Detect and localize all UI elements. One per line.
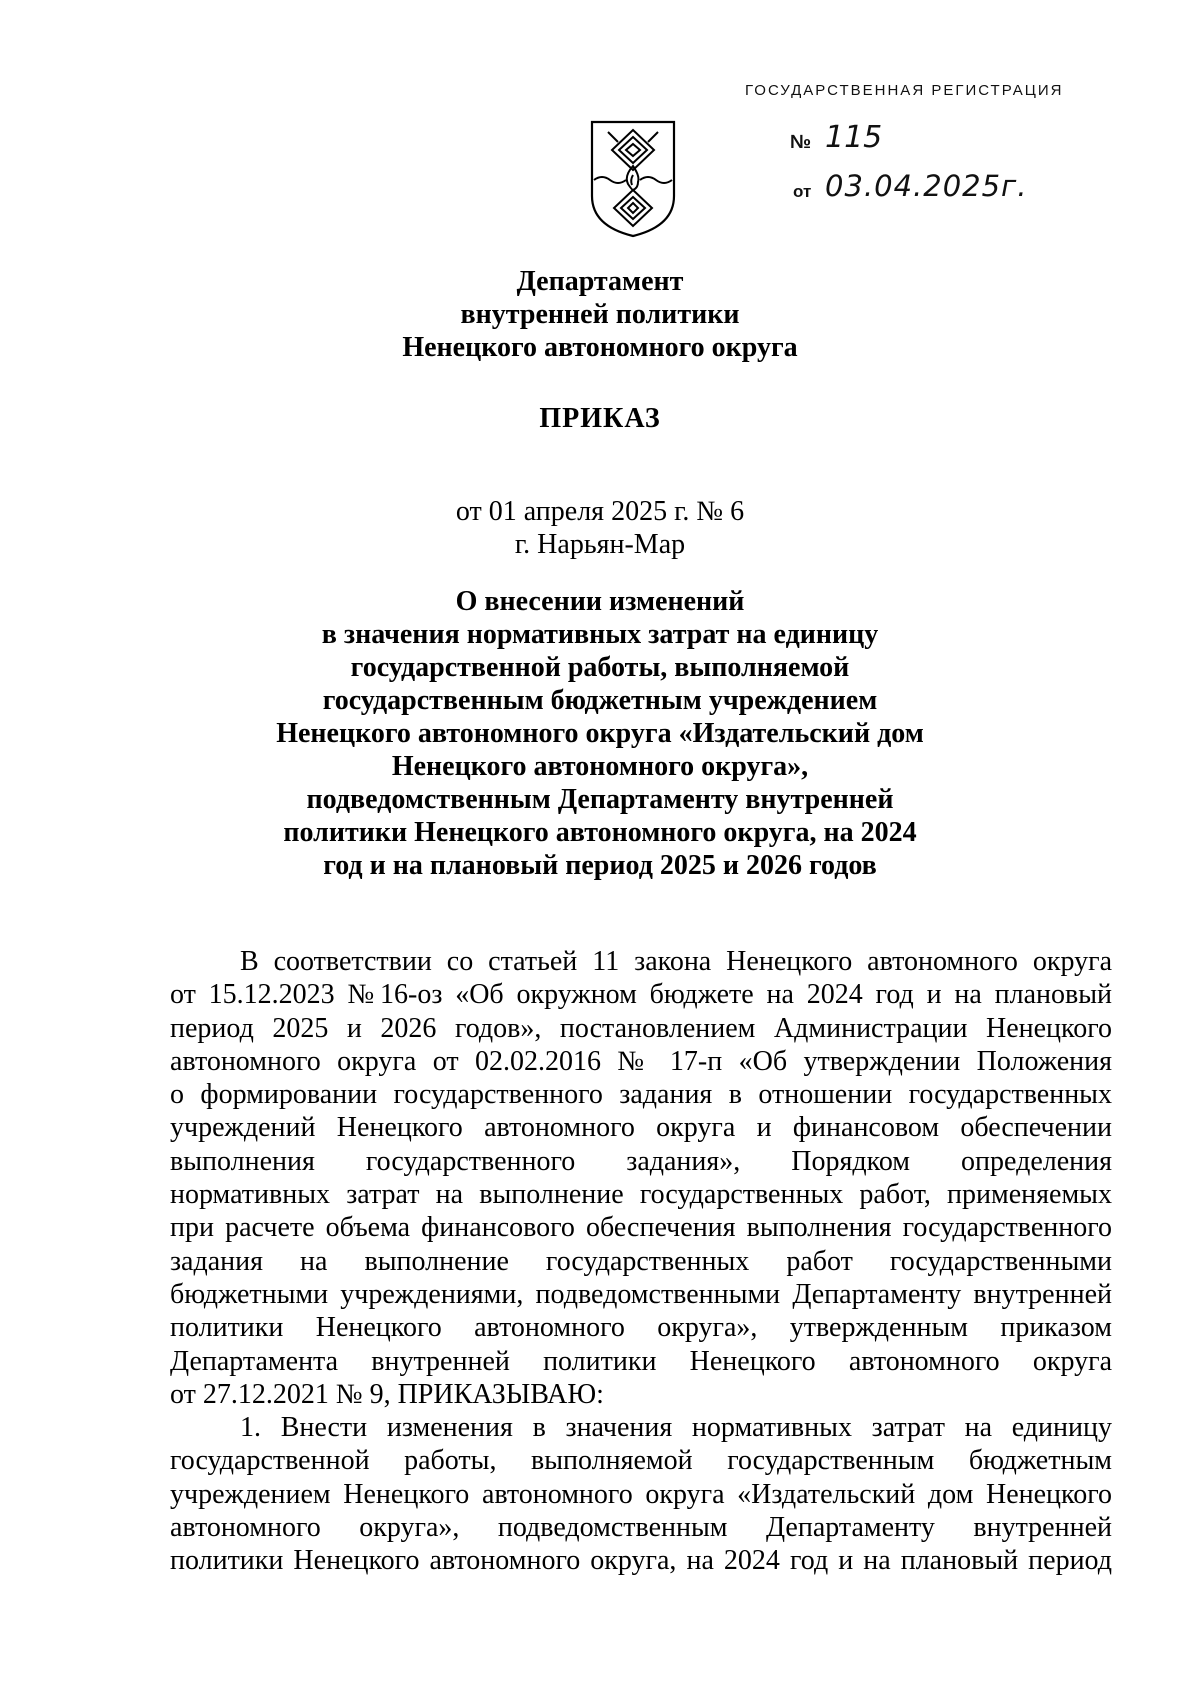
- subject-line: государственным бюджетным учреждением: [322, 685, 878, 716]
- department-line: внутренней политики: [460, 299, 740, 330]
- order-meta: [0, 495, 1200, 561]
- text-line: В соответствии со статьей 11 закона Ненецкого автономного округа: [240, 946, 1112, 977]
- text-line: 1. Внести изменения в значения нормативных затрат на единицу: [240, 1412, 1112, 1444]
- text-line: учреждений Ненецкого автономного округа и финансовом обеспечении: [170, 1112, 1112, 1144]
- order-body: [170, 945, 1112, 1578]
- text-line: учреждением Ненецкого автономного округа «Издательский дом Ненецкого: [170, 1478, 1112, 1510]
- stamp-date-handwritten: 03.04.2025г.: [825, 169, 1028, 203]
- subject-line: политики Ненецкого автономного округа, на 2024: [283, 817, 917, 848]
- order-city: г. Нарьян-Мар: [514, 529, 686, 560]
- order-subject: [0, 585, 1200, 882]
- subject-line: в значения нормативных затрат на единицу: [321, 619, 879, 650]
- subject-line: подведомственным Департаменту внутренней: [306, 784, 894, 815]
- text-line: бюджетными учреждениями, подведомственными Департаменту внутренней: [170, 1278, 1112, 1310]
- subject-line: Ненецкого автономного округа»,: [391, 751, 809, 782]
- subject-line: год и на плановый период 2025 и 2026 годов: [323, 850, 877, 881]
- text-line: выполнения государственного задания», Порядком определения: [170, 1145, 1112, 1177]
- text-line: автономного округа», подведомственным Департаменту внутренней: [170, 1512, 1112, 1544]
- text-line: задания на выполнение государственных работ государственными: [170, 1245, 1112, 1277]
- text-line: автономного округа от 02.02.2016 № 17-п «Об утверждении Положения: [170, 1045, 1112, 1077]
- text-line: Департамента внутренней политики Ненецкого автономного округа: [170, 1345, 1112, 1377]
- text-line: от 27.12.2021 № 9, ПРИКАЗЫВАЮ:: [170, 1378, 604, 1410]
- subject-line: О внесении изменений: [455, 586, 745, 617]
- text-line: о формировании государственного задания в отношении государственных: [170, 1079, 1112, 1111]
- department-line: Ненецкого автономного округа: [402, 332, 798, 363]
- department-header: [0, 265, 1200, 364]
- subject-line: государственной работы, выполняемой: [350, 652, 850, 683]
- text-line: при расчете объема финансового обеспечения выполнения государственного: [170, 1212, 1112, 1244]
- order-title: ПРИКАЗ: [539, 403, 661, 434]
- subject-line: Ненецкого автономного округа «Издательский дом: [276, 718, 924, 749]
- department-line: Департамент: [516, 266, 684, 297]
- text-line: государственной работы, выполняемой государственным бюджетным: [170, 1445, 1112, 1477]
- text-line: от 15.12.2023 №16-оз «Об окружном бюджете на 2024 год и на плановый: [170, 979, 1112, 1011]
- text-line: период 2025 и 2026 годов», постановлением Администрации Ненецкого: [170, 1012, 1112, 1044]
- stamp-number-label: №: [790, 132, 812, 153]
- order-date: от 01 апреля 2025 г. № 6: [455, 496, 745, 527]
- text-line: политики Ненецкого автономного округа, на 2024 год и на плановый период: [170, 1545, 1112, 1577]
- coat-of-arms-icon: [588, 118, 678, 240]
- text-line: нормативных затрат на выполнение государственных работ, применяемых: [170, 1179, 1112, 1211]
- stamp-number-handwritten: 115: [825, 120, 883, 155]
- stamp-date-label: от: [793, 182, 812, 201]
- paragraph-preamble: [170, 945, 1112, 1411]
- stamp-title: ГОСУДАРСТВЕННАЯ РЕГИСТРАЦИЯ: [745, 82, 1064, 99]
- paragraph-item-1: [170, 1411, 1112, 1577]
- text-line: политики Ненецкого автономного округа», утвержденным приказом: [170, 1312, 1112, 1344]
